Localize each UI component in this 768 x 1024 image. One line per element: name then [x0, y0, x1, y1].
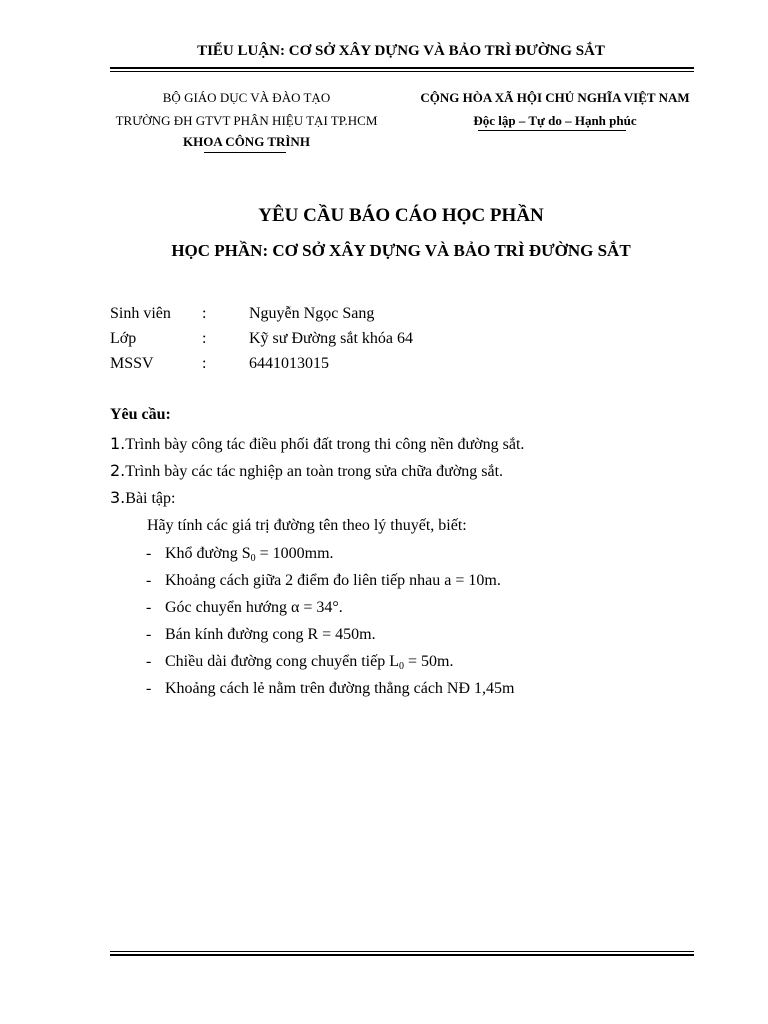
exercise-bullet — [146, 572, 501, 590]
bullet-dash: - — [146, 680, 152, 697]
bullet-text: Góc chuyển hướng α = 34°. — [165, 599, 343, 616]
exercise-intro: Hãy tính các giá trị đường tên theo lý thuyết, biết: — [147, 517, 467, 534]
country-name: CỘNG HÒA XÃ HỘI CHỦ NGHĨA VIỆT NAM — [420, 90, 690, 105]
bullet-dash: - — [146, 545, 152, 562]
requirement-number: 2. — [110, 461, 126, 480]
requirement-item-3 — [110, 488, 175, 508]
header-title: TIỂU LUẬN: CƠ SỞ XÂY DỰNG VÀ BẢO TRÌ ĐƯỜNG SẮT — [197, 43, 605, 59]
requirement-item-2 — [110, 461, 503, 481]
exercise-bullet — [146, 680, 514, 698]
bullet-subscript: 0 — [250, 553, 256, 564]
bullet-text: Khoảng cách lẻ nằm trên đường thẳng cách NĐ 1,45m — [165, 680, 515, 697]
document-title: YÊU CẦU BÁO CÁO HỌC PHẦN — [258, 205, 544, 226]
requirement-item-1 — [110, 434, 524, 454]
bullet-text-after: = 1000mm. — [255, 545, 334, 562]
header-rule-thin — [110, 71, 694, 72]
document-subtitle: HỌC PHẦN: CƠ SỞ XÂY DỰNG VÀ BẢO TRÌ ĐƯỜNG SẮT — [171, 241, 631, 260]
exercise-bullet — [146, 626, 376, 644]
requirement-number: 3. — [110, 488, 126, 507]
student-name-label: Sinh viên — [110, 305, 171, 322]
university-name: TRƯỜNG ĐH GTVT PHÂN HIỆU TẠI TP.HCM — [115, 113, 378, 128]
faculty-name: KHOA CÔNG TRÌNH — [183, 134, 310, 149]
bullet-dash: - — [146, 599, 152, 616]
bullet-text: Khổ đường S — [165, 545, 251, 562]
requirement-text: Trình bày các tác nghiệp an toàn trong sửa chữa đường sắt. — [125, 463, 504, 480]
bullet-text: Bán kính đường cong R = 450m. — [165, 626, 376, 643]
header-rule-thick — [110, 67, 694, 69]
exercise-bullet — [146, 653, 453, 672]
exercise-bullet — [146, 599, 343, 617]
class-label: Lớp — [110, 330, 137, 347]
requirement-number: 1. — [110, 434, 126, 453]
footer-rule-thin — [110, 951, 694, 952]
class-colon: : — [202, 330, 207, 347]
bullet-dash: - — [146, 653, 152, 670]
requirements-heading: Yêu cầu: — [110, 406, 171, 423]
bullet-text: Khoảng cách giữa 2 điểm đo liên tiếp nhau a = 10m. — [165, 572, 501, 589]
student-id-label: MSSV — [110, 355, 154, 372]
requirement-text: Trình bày công tác điều phối đất trong thi công nền đường sắt. — [125, 436, 525, 453]
student-name-colon: : — [202, 305, 207, 322]
requirement-text: Bài tập: — [125, 490, 176, 507]
ministry-name: BỘ GIÁO DỤC VÀ ĐÀO TẠO — [162, 90, 331, 105]
bullet-text: Chiều dài đường cong chuyển tiếp L — [165, 653, 399, 670]
student-id-colon: : — [202, 355, 207, 372]
national-motto: Độc lập – Tự do – Hạnh phúc — [473, 113, 637, 128]
motto-underline — [478, 130, 626, 131]
bullet-dash: - — [146, 572, 152, 589]
bullet-text-after: = 50m. — [403, 653, 454, 670]
class-value: Kỹ sư Đường sắt khóa 64 — [249, 330, 414, 347]
exercise-bullet — [146, 545, 334, 564]
footer-rule-thick — [110, 954, 694, 956]
student-id-value: 6441013015 — [249, 355, 329, 372]
faculty-underline — [204, 152, 286, 153]
bullet-dash: - — [146, 626, 152, 643]
student-name-value: Nguyễn Ngọc Sang — [249, 305, 375, 322]
bullet-subscript: 0 — [398, 661, 404, 672]
